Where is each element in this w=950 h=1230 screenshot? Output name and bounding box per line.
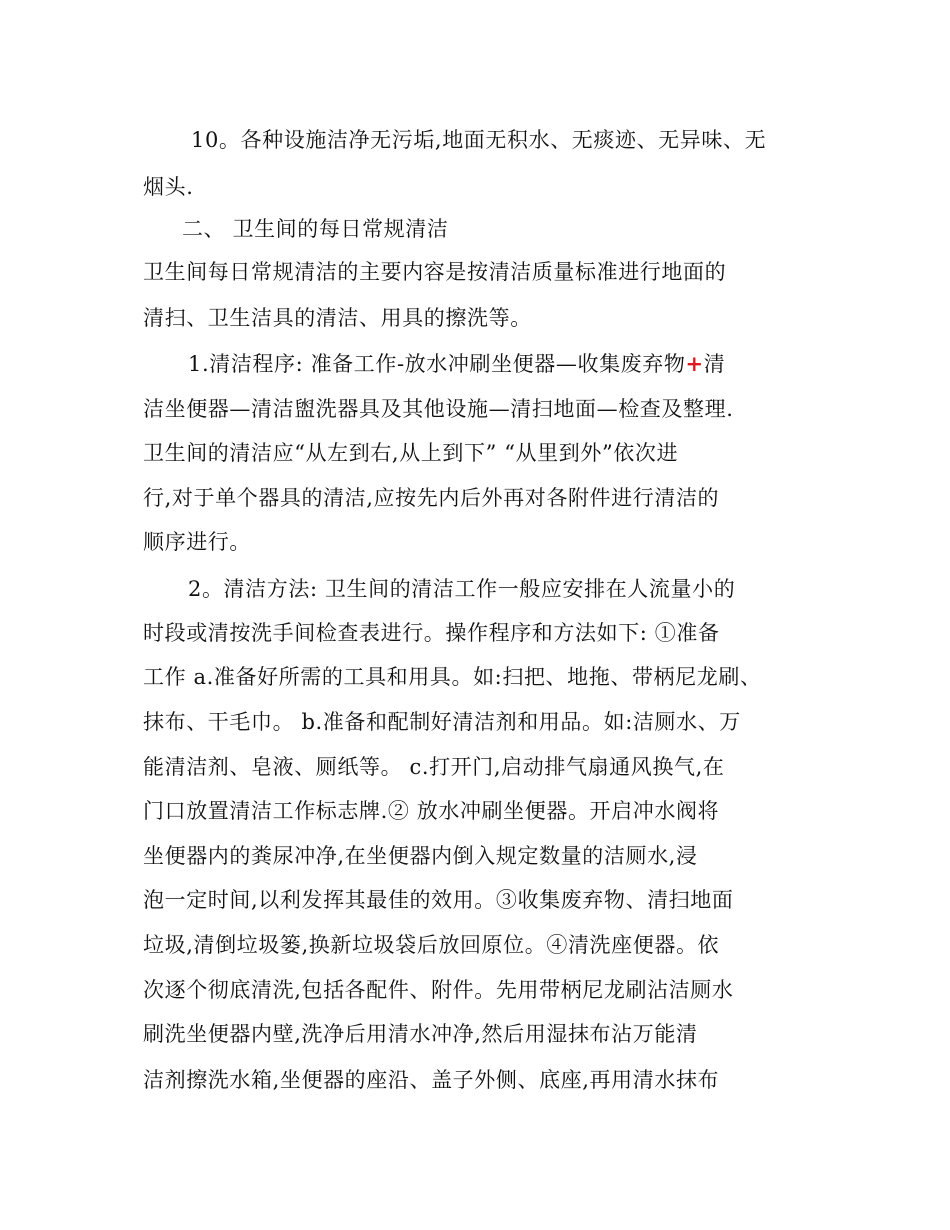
text-line-15: 能清洁剂、皂液、厕纸等。 c.打开门,启动排气扇通风换气,在	[143, 755, 725, 779]
text-line-20: 次逐个彻底清洗,包括各配件、附件。先用带柄尼龙刷沾洁厕水	[143, 978, 734, 1002]
red-plus-mark: +	[685, 351, 704, 376]
text-line-8: 卫生间的清洁应“从左到右,从上到下” “从里到外”依次进	[143, 441, 679, 465]
text-line-5: 清扫、卫生洁具的清洁、用具的擦洗等。	[143, 306, 532, 330]
text-line-21: 刷洗坐便器内壁,洗净后用清水冲净,然后用湿抹布沾万能清	[143, 1022, 698, 1046]
text-line-6	[188, 350, 725, 378]
text-line-22: 洁剂擦洗水箱,坐便器的座沿、盖子外侧、底座,再用清水抹布	[143, 1068, 720, 1092]
text-line-14: 抹布、干毛巾。 b.准备和配制好清洁剂和用品。如:洁厕水、万	[143, 710, 741, 734]
text-line-2: 烟头.	[143, 175, 194, 199]
text-line-6-end: 清	[703, 352, 726, 376]
text-line-13: 工作 a.准备好所需的工具和用具。如:扫把、地拖、带柄尼龙刷、	[143, 665, 762, 689]
text-line-11: 2。清洁方法: 卫生间的清洁工作一般应安排在人流量小的	[188, 577, 736, 601]
text-line-12: 时段或清按洗手间检查表进行。操作程序和方法如下: ①准备	[143, 621, 720, 645]
text-line-10: 顺序进行。	[143, 530, 251, 554]
text-line-19: 垃圾,清倒垃圾篓,换新垃圾袋后放回原位。④清洗座便器。依	[143, 933, 720, 957]
text-line-6-main: 1.清洁程序: 准备工作-放水冲刷坐便器—收集废弃物	[188, 352, 686, 376]
section-heading: 二、 卫生间的每日常规清洁	[182, 217, 449, 241]
text-line-4: 卫生间每日常规清洁的主要内容是按清洁质量标准进行地面的	[143, 260, 727, 284]
text-line-1: 10。各种设施洁净无污垢,地面无积水、无痰迹、无异味、无	[191, 128, 767, 152]
text-line-17: 坐便器内的粪尿冲净,在坐便器内倒入规定数量的洁厕水,浸	[143, 844, 698, 868]
text-line-18: 泡一定时间,以利发挥其最佳的效用。③收集废弃物、清扫地面	[143, 888, 734, 912]
text-line-9: 行,对于单个器具的清洁,应按先内后外再对各附件进行清洁的	[143, 486, 720, 510]
text-line-7: 洁坐便器—清洁盥洗器具及其他设施—清扫地面—检查及整理.	[143, 397, 734, 421]
text-line-16: 门口放置清洁工作标志牌.② 放水冲刷坐便器。开启冲水阀将	[143, 799, 720, 823]
